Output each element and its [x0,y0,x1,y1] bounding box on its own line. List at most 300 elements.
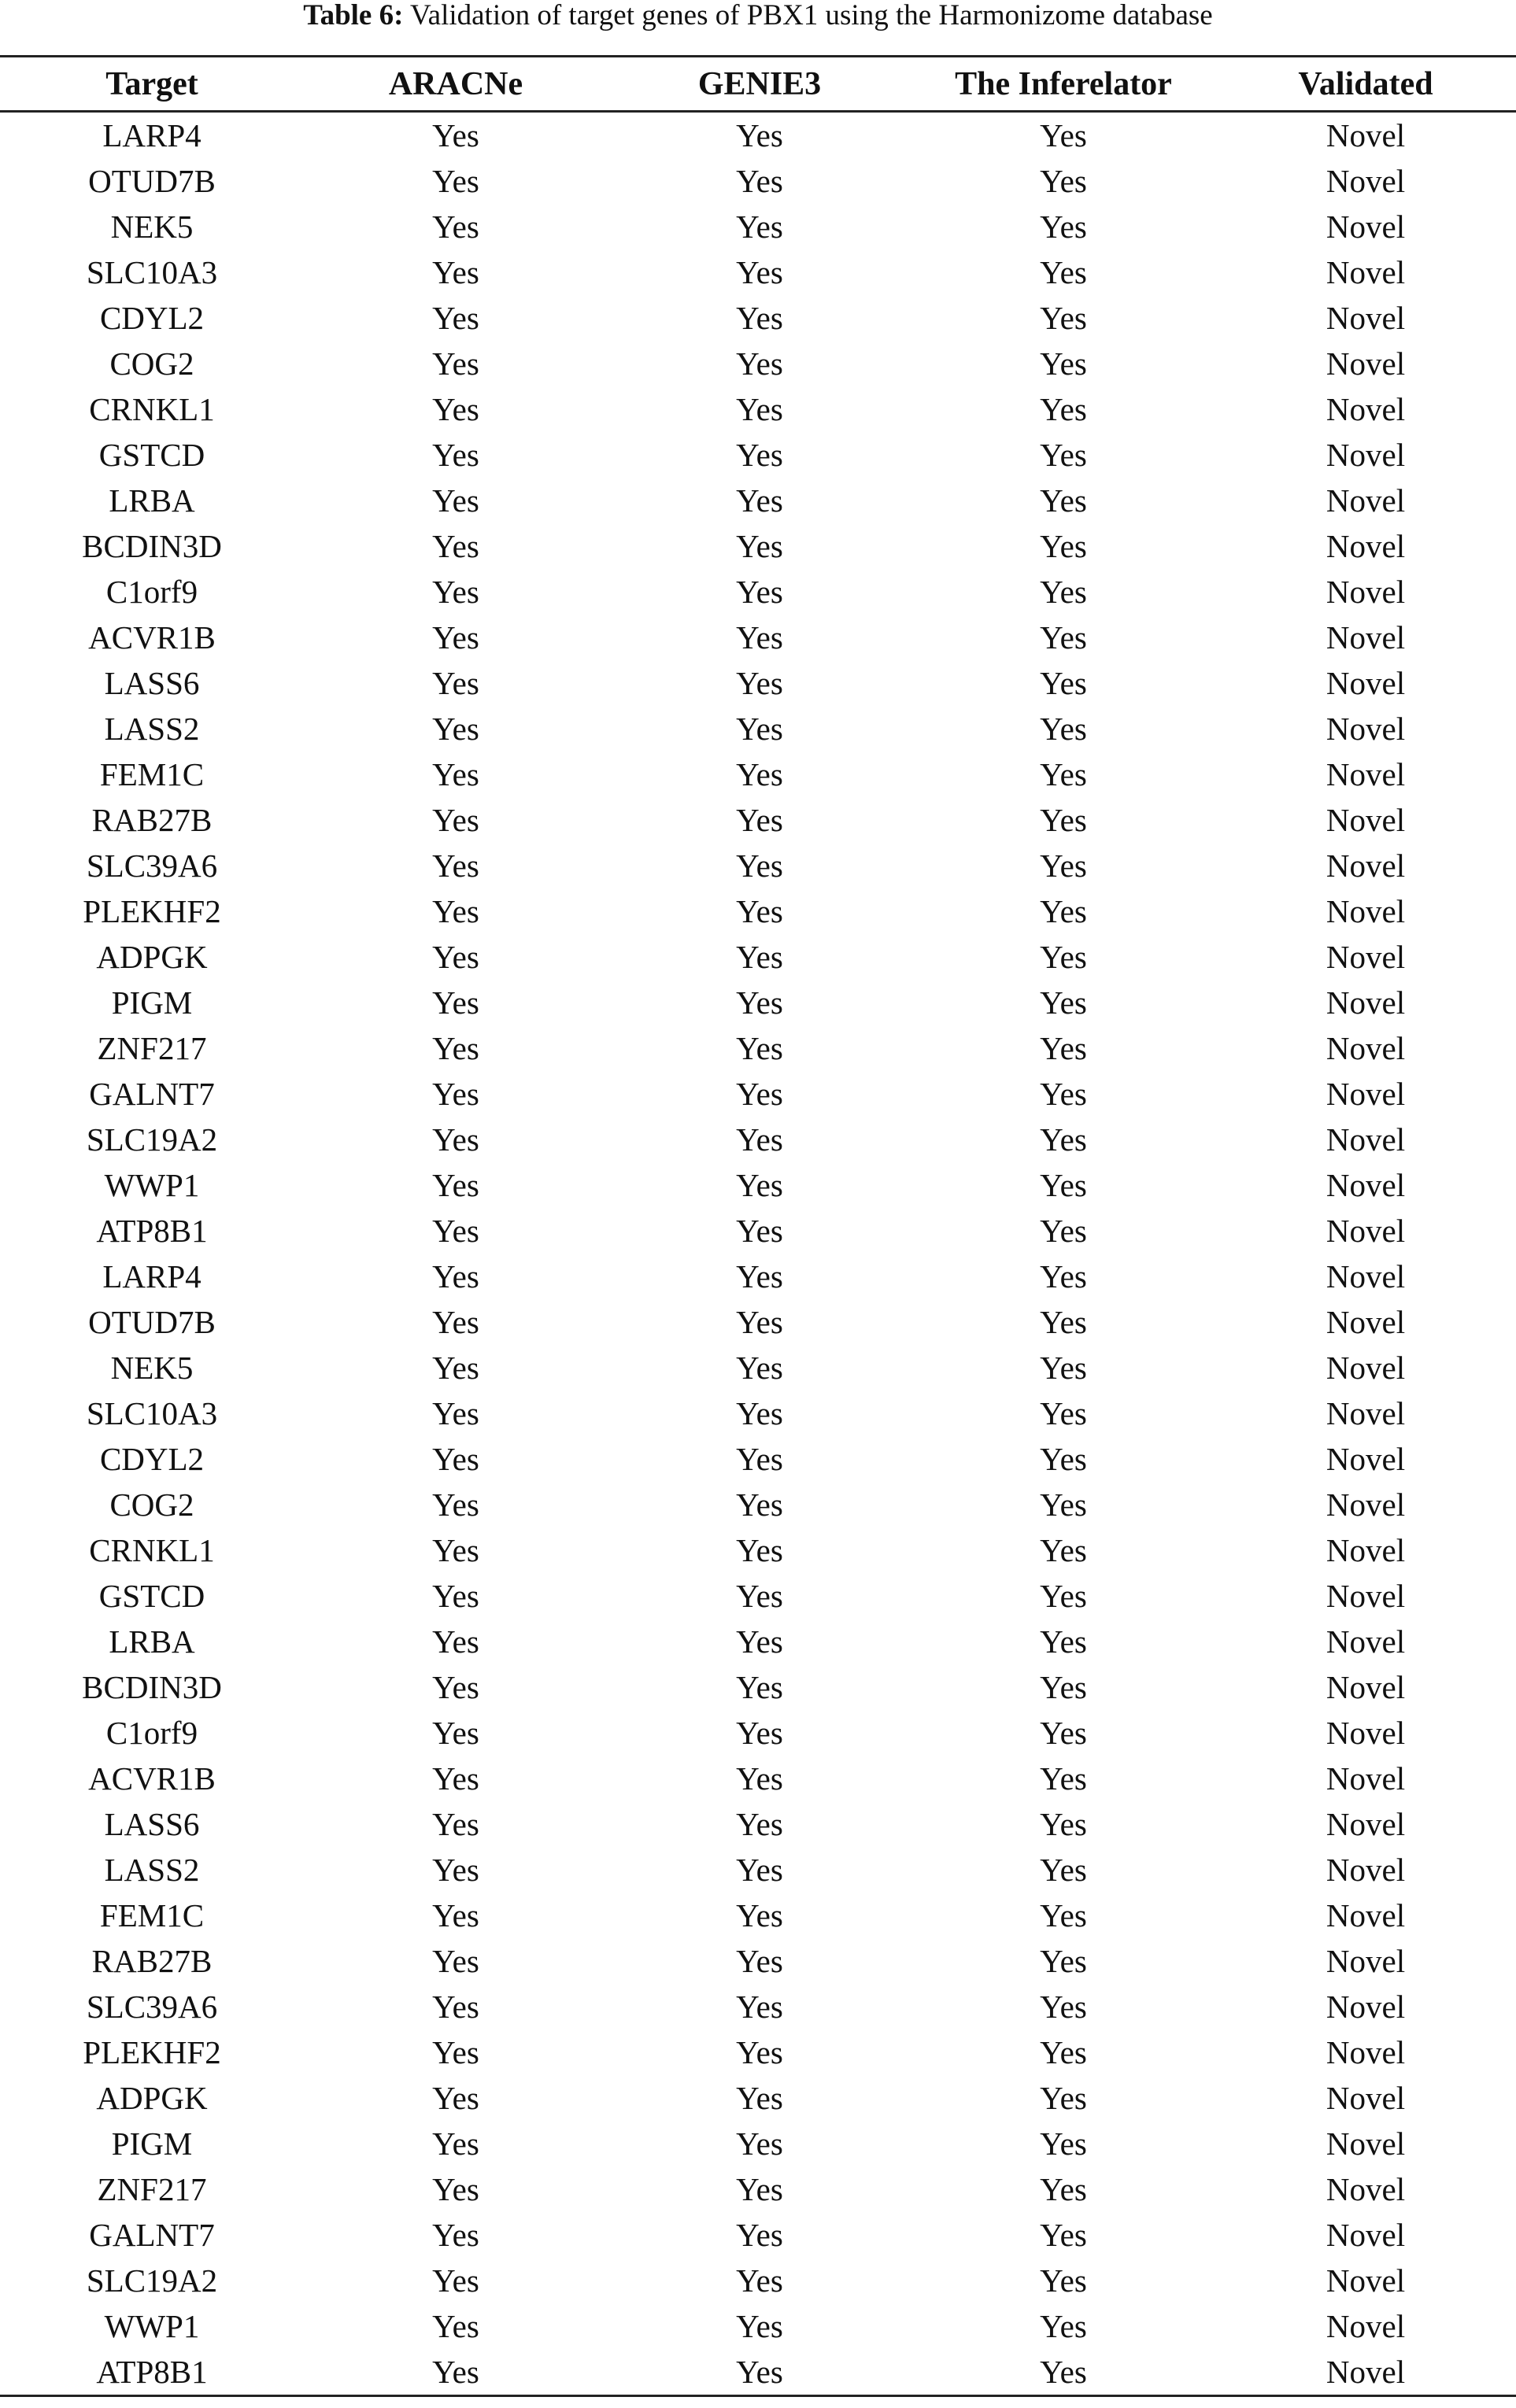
aracne-cell: Yes [432,1395,479,1431]
genie3-cell: Yes [736,391,783,427]
validated-cell: Novel [1326,1304,1406,1340]
genie3-cell: Yes [736,1806,783,1842]
validated-cell: Novel [1326,1487,1406,1523]
aracne-cell: Yes [432,163,479,199]
table-row [0,112,1516,159]
validated-cell: Novel [1326,574,1406,610]
validated-cell: Novel [1326,1167,1406,1203]
aracne-cell: Yes [432,1213,479,1249]
validated-cell: Novel [1326,1852,1406,1888]
table-row [0,797,1516,843]
inferelator-cell: Yes [1040,939,1087,975]
validated-cell: Novel [1326,1806,1406,1842]
target-cell: LASS2 [104,1852,200,1888]
validated-cell: Novel [1326,2125,1406,2162]
genie3-cell: Yes [736,1076,783,1112]
inferelator-cell: Yes [1040,1441,1087,1477]
inferelator-cell: Yes [1040,1806,1087,1842]
aracne-cell: Yes [432,2080,479,2116]
target-cell: LASS2 [104,711,200,747]
validated-cell: Novel [1326,2217,1406,2253]
inferelator-cell: Yes [1040,345,1087,382]
target-cell: FEM1C [99,756,205,792]
genie3-cell: Yes [736,1487,783,1523]
validated-cell: Novel [1326,2080,1406,2116]
target-cell: NEK5 [110,209,194,245]
inferelator-cell: Yes [1040,1578,1087,1614]
inferelator-cell: Yes [1040,893,1087,929]
table-row [0,1299,1516,1345]
genie3-cell: Yes [736,2217,783,2253]
validated-cell: Novel [1326,1030,1406,1066]
aracne-cell: Yes [432,1669,479,1705]
validated-cell: Novel [1326,939,1406,975]
target-cell: PLEKHF2 [83,893,221,929]
target-cell: ATP8B1 [96,2354,208,2390]
aracne-cell: Yes [432,1487,479,1523]
inferelator-cell: Yes [1040,1943,1087,1979]
validated-cell: Novel [1326,756,1406,792]
target-cell: COG2 [109,1487,194,1523]
target-cell: SLC19A2 [86,1121,218,1158]
inferelator-cell: Yes [1040,1989,1087,2025]
validated-cell: Novel [1326,117,1406,153]
aracne-cell: Yes [432,619,479,656]
caption-label: Table 6: [303,0,404,31]
validated-cell: Novel [1326,1076,1406,1112]
validated-cell: Novel [1326,2171,1406,2207]
inferelator-cell: Yes [1040,300,1087,336]
genie3-cell: Yes [736,1121,783,1158]
table-row [0,1573,1516,1619]
genie3-cell: Yes [736,1989,783,2025]
table-row [0,204,1516,249]
target-cell: ACVR1B [88,619,216,656]
table-row [0,569,1516,615]
table-row [0,660,1516,706]
table-row [0,1893,1516,1938]
genie3-cell: Yes [736,1350,783,1386]
inferelator-cell: Yes [1040,117,1087,153]
genie3-cell: Yes [736,2080,783,2116]
target-cell: SLC10A3 [86,254,218,290]
inferelator-cell: Yes [1040,1852,1087,1888]
genie3-cell: Yes [736,665,783,701]
genie3-cell: Yes [736,2262,783,2299]
target-cell: C1orf9 [105,1715,198,1751]
target-cell: LRBA [109,482,195,519]
table-row [0,295,1516,341]
inferelator-cell: Yes [1040,1897,1087,1933]
target-cell: ACVR1B [88,1760,216,1797]
genie3-cell: Yes [736,756,783,792]
genie3-cell: Yes [736,300,783,336]
validation-table [0,55,1516,2397]
inferelator-cell: Yes [1040,848,1087,884]
table-row [0,478,1516,523]
genie3-cell: Yes [736,254,783,290]
aracne-cell: Yes [432,1623,479,1660]
genie3-cell: Yes [736,2171,783,2207]
table-row [0,1801,1516,1847]
inferelator-cell: Yes [1040,2308,1087,2344]
aracne-cell: Yes [432,209,479,245]
table-row [0,1436,1516,1482]
target-cell: COG2 [109,345,194,382]
aracne-cell: Yes [432,437,479,473]
table-row [0,843,1516,888]
target-cell: PLEKHF2 [83,2034,221,2070]
genie3-cell: Yes [736,209,783,245]
genie3-cell: Yes [736,848,783,884]
aracne-cell: Yes [432,528,479,564]
table-row [0,1619,1516,1664]
table-container [0,55,1516,2397]
target-cell: RAB27B [91,1943,213,1979]
target-cell: LASS6 [104,1806,200,1842]
aracne-cell: Yes [432,1076,479,1112]
target-cell: ADPGK [96,2080,208,2116]
target-cell: SLC19A2 [86,2262,218,2299]
table-row [0,888,1516,934]
aracne-cell: Yes [432,1852,479,1888]
table-row [0,1391,1516,1436]
validated-cell: Novel [1326,802,1406,838]
inferelator-cell: Yes [1040,209,1087,245]
inferelator-cell: Yes [1040,391,1087,427]
genie3-cell: Yes [736,528,783,564]
genie3-cell: Yes [736,984,783,1021]
validated-cell: Novel [1326,209,1406,245]
inferelator-cell: Yes [1040,2354,1087,2390]
table-row [0,2121,1516,2166]
validated-cell: Novel [1326,893,1406,929]
validated-cell: Novel [1326,984,1406,1021]
genie3-cell: Yes [736,437,783,473]
genie3-cell: Yes [736,482,783,519]
inferelator-cell: Yes [1040,437,1087,473]
aracne-cell: Yes [432,1441,479,1477]
inferelator-cell: Yes [1040,1350,1087,1386]
inferelator-cell: Yes [1040,1076,1087,1112]
inferelator-cell: Yes [1040,2125,1087,2162]
header-row [0,57,1516,112]
target-cell: WWP1 [104,1167,200,1203]
aracne-cell: Yes [432,254,479,290]
genie3-cell: Yes [736,1578,783,1614]
validated-cell: Novel [1326,528,1406,564]
genie3-cell: Yes [736,711,783,747]
target-cell: SLC39A6 [86,1989,218,2025]
aracne-cell: Yes [432,300,479,336]
validated-cell: Novel [1326,711,1406,747]
inferelator-cell: Yes [1040,2171,1087,2207]
table-body [0,112,1516,2396]
aracne-cell: Yes [432,1030,479,1066]
validated-cell: Novel [1326,437,1406,473]
target-cell: LARP4 [102,117,202,153]
genie3-cell: Yes [736,1167,783,1203]
inferelator-cell: Yes [1040,1395,1087,1431]
target-cell: SLC10A3 [86,1395,218,1431]
aracne-cell: Yes [432,1806,479,1842]
validated-cell: Novel [1326,1897,1406,1933]
aracne-cell: Yes [432,1350,479,1386]
validated-cell: Novel [1326,1213,1406,1249]
validated-cell: Novel [1326,391,1406,427]
genie3-cell: Yes [736,2354,783,2390]
inferelator-cell: Yes [1040,619,1087,656]
aracne-cell: Yes [432,1258,479,1294]
caption-text: Validation of target genes of PBX1 using the Harmonizome database [410,0,1213,31]
inferelator-cell: Yes [1040,1121,1087,1158]
table-row [0,2166,1516,2212]
aracne-cell: Yes [432,1304,479,1340]
genie3-cell: Yes [736,117,783,153]
genie3-cell: Yes [736,574,783,610]
table-row [0,341,1516,386]
aracne-cell: Yes [432,345,479,382]
aracne-cell: Yes [432,1167,479,1203]
table-header [0,57,1516,112]
validated-cell: Novel [1326,482,1406,519]
aracne-cell: Yes [432,848,479,884]
target-cell: BCDIN3D [82,1669,222,1705]
inferelator-cell: Yes [1040,482,1087,519]
inferelator-cell: Yes [1040,1760,1087,1797]
table-row [0,1254,1516,1299]
validated-cell: Novel [1326,163,1406,199]
aracne-cell: Yes [432,2125,479,2162]
aracne-cell: Yes [432,2308,479,2344]
table-row [0,1208,1516,1254]
genie3-cell: Yes [736,345,783,382]
table-row [0,1756,1516,1801]
target-cell: LASS6 [104,665,200,701]
aracne-cell: Yes [432,802,479,838]
inferelator-cell: Yes [1040,1487,1087,1523]
aracne-cell: Yes [432,1989,479,2025]
table-row [0,386,1516,432]
inferelator-cell: Yes [1040,2217,1087,2253]
target-cell: GALNT7 [89,1076,215,1112]
table-row [0,615,1516,660]
inferelator-cell: Yes [1040,2034,1087,2070]
table-row [0,2212,1516,2258]
table-row [0,980,1516,1025]
genie3-cell: Yes [736,1532,783,1568]
table-row [0,1664,1516,1710]
table-row [0,158,1516,204]
target-cell: ZNF217 [97,2171,207,2207]
genie3-cell: Yes [736,1852,783,1888]
table-row [0,1117,1516,1162]
validated-cell: Novel [1326,1760,1406,1797]
inferelator-cell: Yes [1040,1669,1087,1705]
aracne-cell: Yes [432,1715,479,1751]
target-cell: CDYL2 [99,1441,205,1477]
inferelator-cell: Yes [1040,1030,1087,1066]
aracne-cell: Yes [432,756,479,792]
table-row [0,1984,1516,2029]
genie3-cell: Yes [736,163,783,199]
inferelator-cell: Yes [1040,711,1087,747]
inferelator-cell: Yes [1040,756,1087,792]
table-row [0,2075,1516,2121]
genie3-cell: Yes [736,2125,783,2162]
target-cell: NEK5 [110,1350,194,1386]
target-cell: C1orf9 [105,574,198,610]
genie3-cell: Yes [736,1760,783,1797]
validated-cell: Novel [1326,1350,1406,1386]
table-row [0,1482,1516,1527]
table-row [0,706,1516,752]
aracne-cell: Yes [432,1121,479,1158]
target-cell: CRNKL1 [89,1532,215,1568]
header-genie3: GENIE3 [697,65,822,102]
aracne-cell: Yes [432,2217,479,2253]
genie3-cell: Yes [736,1395,783,1431]
validated-cell: Novel [1326,1715,1406,1751]
inferelator-cell: Yes [1040,2080,1087,2116]
aracne-cell: Yes [432,1578,479,1614]
table-row [0,1527,1516,1573]
table-row [0,1162,1516,1208]
aracne-cell: Yes [432,939,479,975]
target-cell: OTUD7B [88,1304,216,1340]
genie3-cell: Yes [736,1258,783,1294]
header-validated: Validated [1298,65,1433,102]
target-cell: SLC39A6 [86,848,218,884]
validated-cell: Novel [1326,1441,1406,1477]
target-cell: CDYL2 [99,300,205,336]
inferelator-cell: Yes [1040,665,1087,701]
genie3-cell: Yes [736,1669,783,1705]
table-row [0,1710,1516,1756]
genie3-cell: Yes [736,939,783,975]
inferelator-cell: Yes [1040,2262,1087,2299]
table-row [0,1071,1516,1117]
inferelator-cell: Yes [1040,1213,1087,1249]
validated-cell: Novel [1326,2354,1406,2390]
aracne-cell: Yes [432,2262,479,2299]
target-cell: BCDIN3D [82,528,222,564]
table-row [0,1938,1516,1984]
genie3-cell: Yes [736,2034,783,2070]
genie3-cell: Yes [736,1441,783,1477]
genie3-cell: Yes [736,893,783,929]
validated-cell: Novel [1326,2034,1406,2070]
aracne-cell: Yes [432,2354,479,2390]
validated-cell: Novel [1326,1669,1406,1705]
validated-cell: Novel [1326,848,1406,884]
genie3-cell: Yes [736,1304,783,1340]
table-row [0,2029,1516,2075]
target-cell: PIGM [111,984,193,1021]
inferelator-cell: Yes [1040,254,1087,290]
genie3-cell: Yes [736,2308,783,2344]
genie3-cell: Yes [736,1623,783,1660]
genie3-cell: Yes [736,1213,783,1249]
table-row [0,432,1516,478]
table-row [0,249,1516,295]
aracne-cell: Yes [432,1943,479,1979]
inferelator-cell: Yes [1040,163,1087,199]
inferelator-cell: Yes [1040,1715,1087,1751]
table-row [0,752,1516,797]
target-cell: WWP1 [104,2308,200,2344]
genie3-cell: Yes [736,802,783,838]
validated-cell: Novel [1326,2308,1406,2344]
target-cell: LRBA [109,1623,195,1660]
inferelator-cell: Yes [1040,984,1087,1021]
target-cell: GALNT7 [89,2217,215,2253]
table-caption [0,0,1516,36]
validated-cell: Novel [1326,300,1406,336]
target-cell: ADPGK [96,939,208,975]
table-row [0,2303,1516,2349]
header-inferelator: The Inferelator [955,65,1172,102]
validated-cell: Novel [1326,345,1406,382]
table-row [0,2258,1516,2303]
target-cell: GSTCD [98,1578,205,1614]
target-cell: CRNKL1 [89,391,215,427]
header-aracne: ARACNe [388,65,523,102]
validated-cell: Novel [1326,1623,1406,1660]
validated-cell: Novel [1326,1258,1406,1294]
table-row [0,1345,1516,1391]
aracne-cell: Yes [432,482,479,519]
inferelator-cell: Yes [1040,802,1087,838]
inferelator-cell: Yes [1040,528,1087,564]
validated-cell: Novel [1326,1989,1406,2025]
header-target: Target [105,65,198,102]
aracne-cell: Yes [432,665,479,701]
validated-cell: Novel [1326,665,1406,701]
inferelator-cell: Yes [1040,574,1087,610]
aracne-cell: Yes [432,1897,479,1933]
aracne-cell: Yes [432,893,479,929]
target-cell: ATP8B1 [96,1213,208,1249]
aracne-cell: Yes [432,984,479,1021]
target-cell: PIGM [111,2125,193,2162]
validated-cell: Novel [1326,2262,1406,2299]
target-cell: LARP4 [102,1258,202,1294]
genie3-cell: Yes [736,619,783,656]
genie3-cell: Yes [736,1715,783,1751]
aracne-cell: Yes [432,2171,479,2207]
inferelator-cell: Yes [1040,1623,1087,1660]
target-cell: ZNF217 [97,1030,207,1066]
target-cell: GSTCD [98,437,205,473]
aracne-cell: Yes [432,391,479,427]
inferelator-cell: Yes [1040,1258,1087,1294]
aracne-cell: Yes [432,711,479,747]
table-row [0,2349,1516,2396]
target-cell: FEM1C [99,1897,205,1933]
target-cell: RAB27B [91,802,213,838]
validated-cell: Novel [1326,1943,1406,1979]
table-row [0,1847,1516,1893]
aracne-cell: Yes [432,574,479,610]
genie3-cell: Yes [736,1943,783,1979]
genie3-cell: Yes [736,1897,783,1933]
validated-cell: Novel [1326,1121,1406,1158]
validated-cell: Novel [1326,254,1406,290]
aracne-cell: Yes [432,2034,479,2070]
aracne-cell: Yes [432,117,479,153]
validated-cell: Novel [1326,1532,1406,1568]
